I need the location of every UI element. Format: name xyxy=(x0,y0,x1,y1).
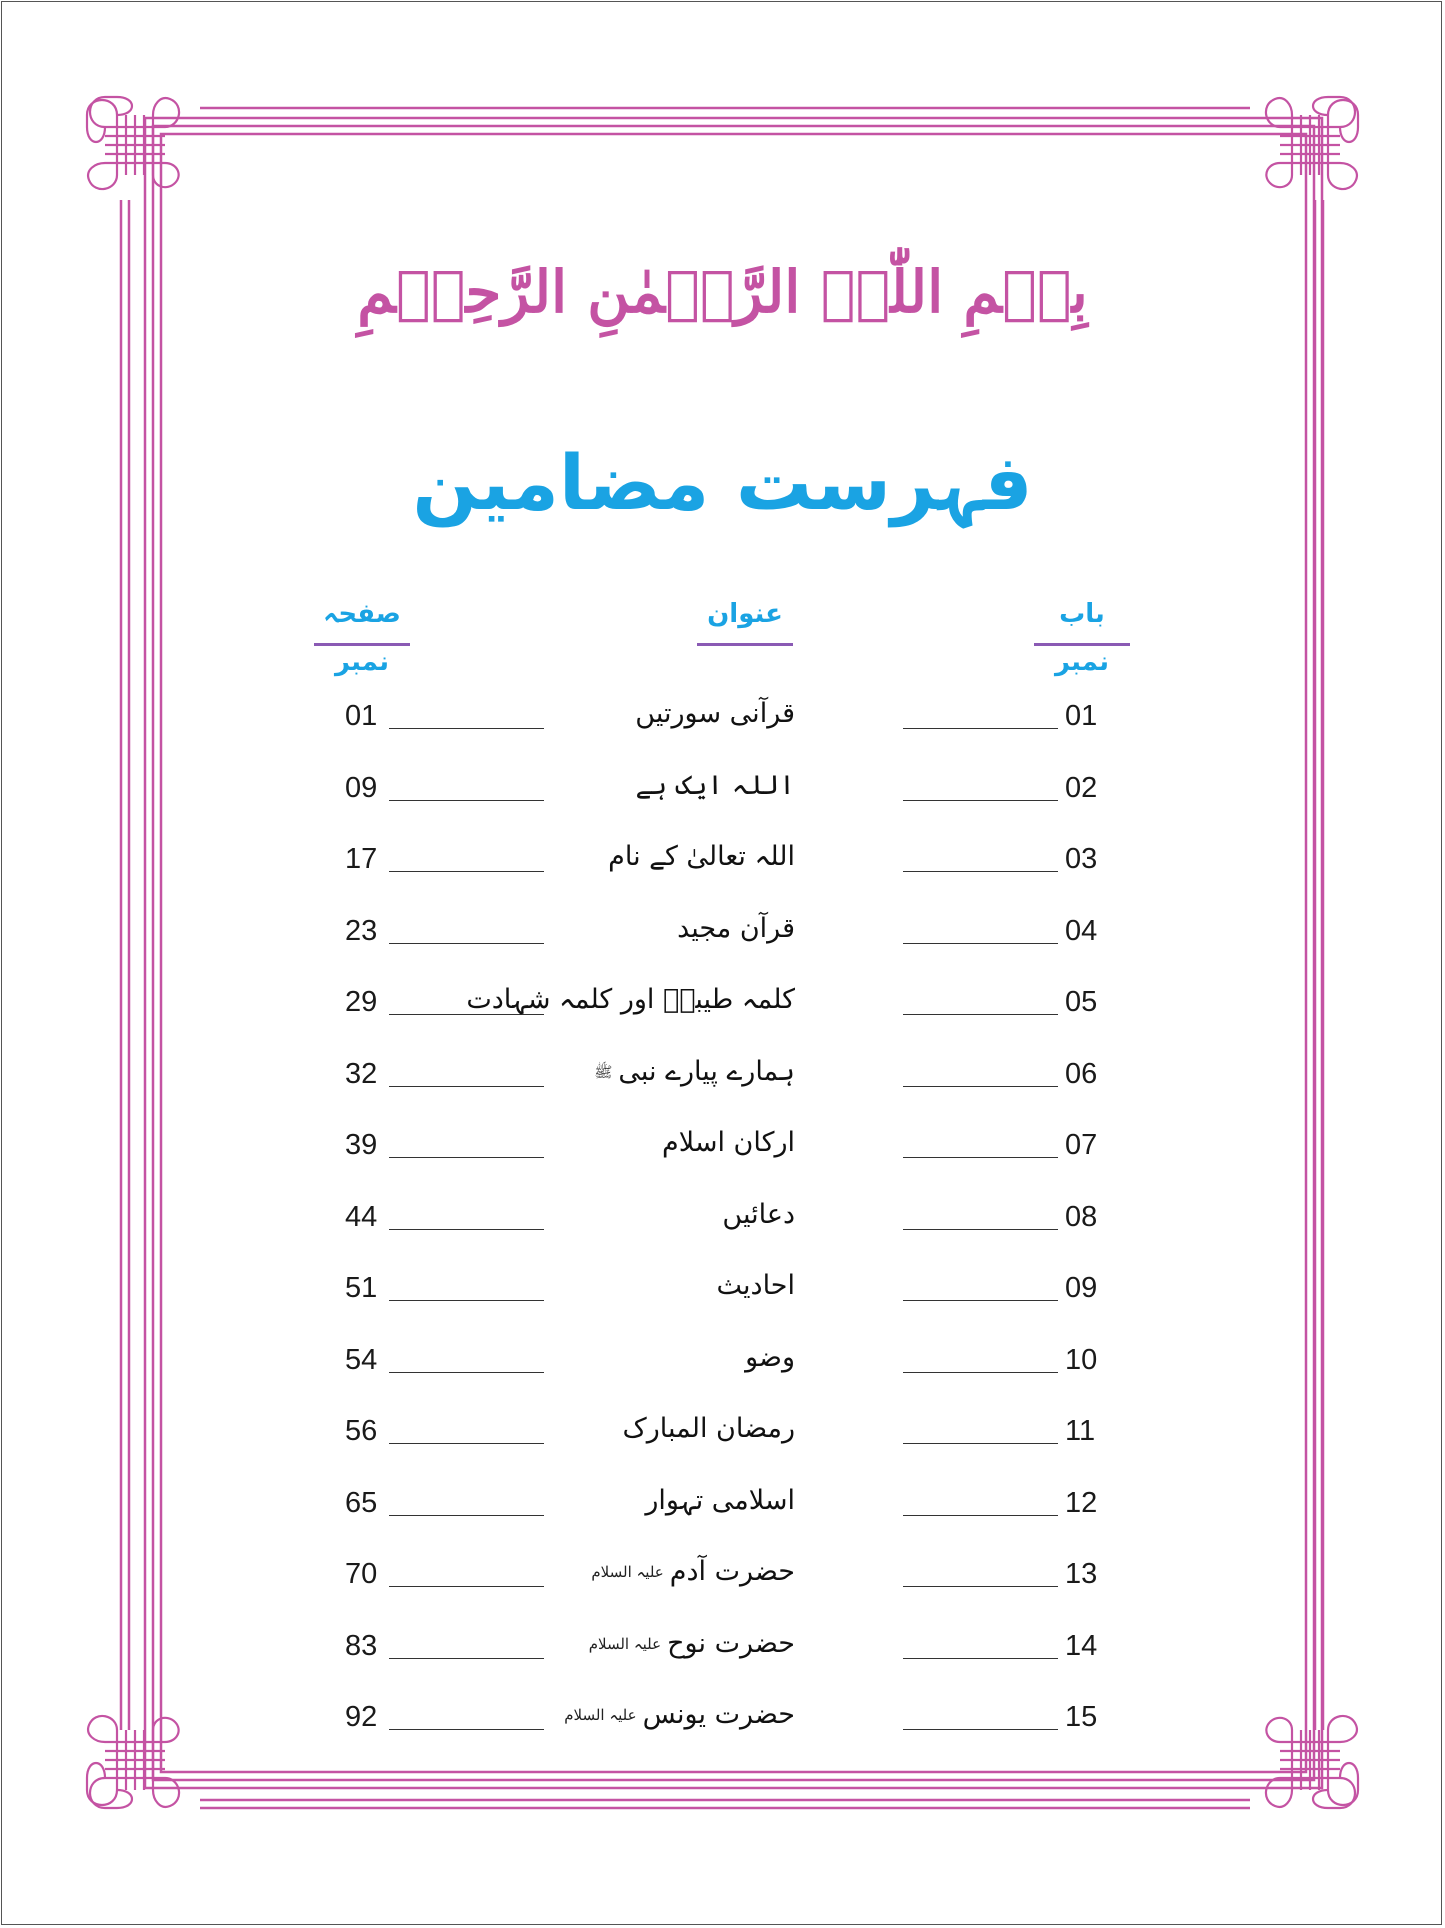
page-number: 17 xyxy=(345,843,378,875)
page-number: 29 xyxy=(345,986,378,1018)
chapter-number: 14 xyxy=(1065,1629,1098,1662)
toc-row xyxy=(0,1475,1445,1535)
topic-title xyxy=(535,764,795,808)
topic-title-text: حضرت نوح xyxy=(667,1627,795,1659)
chapter-number: 10 xyxy=(1065,1343,1098,1376)
chapter-number: 09 xyxy=(1065,1272,1098,1304)
page-leader-line xyxy=(389,1443,544,1444)
toc-row xyxy=(0,1046,1445,1106)
page-leader-line xyxy=(389,1658,544,1659)
topic-title xyxy=(535,1193,795,1237)
page-leader-line xyxy=(389,1729,544,1730)
toc-row xyxy=(0,1546,1445,1606)
page-leader-line xyxy=(389,1515,544,1516)
chapter-number: 02 xyxy=(1065,771,1098,804)
toc-row xyxy=(0,1260,1445,1320)
page-number: 01 xyxy=(345,700,378,732)
page-leader-line xyxy=(389,1157,544,1158)
toc-row xyxy=(0,1332,1445,1392)
page-number: 32 xyxy=(345,1057,378,1090)
topic-title-text: ہمارے پیارے نبی xyxy=(618,1055,795,1087)
chapter-number: 13 xyxy=(1065,1558,1098,1590)
page-number: 65 xyxy=(345,1486,378,1519)
toc-row xyxy=(0,974,1445,1034)
page-number: 23 xyxy=(345,914,378,947)
topic-title xyxy=(535,1622,795,1666)
topic-title-text: قرآنی سورتیں xyxy=(635,698,795,729)
topic-title-text: حضرت آدم xyxy=(669,1556,795,1587)
page-number: 09 xyxy=(345,771,378,804)
page-number: 83 xyxy=(345,1629,378,1662)
chapter-leader-line xyxy=(903,1586,1058,1587)
chapter-number: 01 xyxy=(1065,700,1098,732)
page-number: 39 xyxy=(345,1129,378,1161)
toc-row xyxy=(0,1689,1445,1749)
page-number-header: صفحہ نمبر xyxy=(314,590,410,646)
chapter-number: 04 xyxy=(1065,914,1098,947)
topic-title xyxy=(535,1479,795,1523)
chapter-leader-line xyxy=(903,1014,1058,1015)
topic-title xyxy=(535,835,795,879)
topic-title xyxy=(535,692,795,736)
page-leader-line xyxy=(389,1372,544,1373)
topic-title-text: ارکان اسلام xyxy=(662,1127,795,1158)
honorific-mark: ﷺ xyxy=(594,1062,613,1081)
chapter-number-header: باب نمبر xyxy=(1034,590,1130,646)
topic-title-text: اسلامی تہوار xyxy=(645,1484,795,1516)
topic-title-text: اللہ ایک ہے xyxy=(635,769,795,801)
page-number: 51 xyxy=(345,1272,378,1304)
toc-row xyxy=(0,903,1445,963)
topic-title xyxy=(535,1407,795,1451)
page-leader-line xyxy=(389,800,544,801)
topic-title xyxy=(535,907,795,951)
honorific-mark: علیہ السلام xyxy=(588,1634,662,1653)
page-leader-line xyxy=(389,871,544,872)
toc-row xyxy=(0,1189,1445,1249)
page-leader-line xyxy=(389,1229,544,1230)
chapter-number: 05 xyxy=(1065,986,1098,1018)
topic-title-text: رمضان المبارک xyxy=(622,1413,795,1444)
chapter-number: 15 xyxy=(1065,1701,1098,1733)
page-leader-line xyxy=(389,1086,544,1087)
bismillah-heading: بِسۡمِ اللّٰہِ الرَّحۡمٰنِ الرَّحِیۡمِ xyxy=(357,258,1088,326)
chapter-leader-line xyxy=(903,728,1058,729)
toc-row xyxy=(0,1403,1445,1463)
chapter-number: 11 xyxy=(1065,1415,1096,1447)
topic-title xyxy=(535,1550,795,1594)
corner-ornament-icon xyxy=(1266,97,1358,189)
page-number: 44 xyxy=(345,1200,378,1233)
chapter-leader-line xyxy=(903,1300,1058,1301)
page-leader-line xyxy=(389,1300,544,1301)
topic-title-text: حضرت یونس xyxy=(642,1699,795,1730)
toc-row xyxy=(0,760,1445,820)
topic-title xyxy=(466,978,795,1022)
chapter-leader-line xyxy=(903,1729,1058,1730)
toc-row xyxy=(0,688,1445,748)
chapter-leader-line xyxy=(903,1658,1058,1659)
chapter-number: 08 xyxy=(1065,1200,1098,1233)
topic-title-text: دعائیں xyxy=(722,1198,795,1230)
chapter-number: 12 xyxy=(1065,1486,1098,1519)
page-leader-line xyxy=(389,1586,544,1587)
page-leader-line xyxy=(389,943,544,944)
honorific-mark: علیہ السلام xyxy=(564,1706,637,1724)
topic-title-text: قرآن مجید xyxy=(677,912,795,944)
chapter-leader-line xyxy=(903,1229,1058,1230)
page-leader-line xyxy=(389,728,544,729)
chapter-leader-line xyxy=(903,1086,1058,1087)
page-number: 56 xyxy=(345,1415,378,1447)
toc-row xyxy=(0,1117,1445,1177)
toc-row xyxy=(0,831,1445,891)
page-number: 92 xyxy=(345,1701,378,1733)
topic-title xyxy=(535,1050,795,1094)
topic-title-text: احادیث xyxy=(716,1270,795,1301)
topic-title xyxy=(535,1121,795,1165)
chapter-number: 03 xyxy=(1065,843,1098,875)
topic-title xyxy=(535,1336,795,1380)
topic-title-text: کلمہ طیبہؔ اور کلمہ شہادت xyxy=(466,984,795,1015)
chapter-leader-line xyxy=(903,943,1058,944)
chapter-number: 06 xyxy=(1065,1057,1098,1090)
page-number: 70 xyxy=(345,1558,378,1590)
topic-header: عنوان xyxy=(697,590,793,646)
topic-title-text: اللہ تعالیٰ کے نام xyxy=(608,841,795,872)
chapter-number: 07 xyxy=(1065,1129,1098,1161)
honorific-mark: علیہ السلام xyxy=(591,1563,664,1581)
corner-ornament-icon xyxy=(87,97,179,189)
topic-title xyxy=(535,1264,795,1308)
toc-row xyxy=(0,1618,1445,1678)
chapter-leader-line xyxy=(903,800,1058,801)
topic-title-text: وضو xyxy=(745,1341,795,1373)
page-number: 54 xyxy=(345,1343,378,1376)
topic-title xyxy=(535,1693,795,1737)
chapter-leader-line xyxy=(903,1157,1058,1158)
page-title: فہرست مضامین xyxy=(412,438,1033,527)
chapter-leader-line xyxy=(903,1372,1058,1373)
chapter-leader-line xyxy=(903,871,1058,872)
chapter-leader-line xyxy=(903,1515,1058,1516)
chapter-leader-line xyxy=(903,1443,1058,1444)
